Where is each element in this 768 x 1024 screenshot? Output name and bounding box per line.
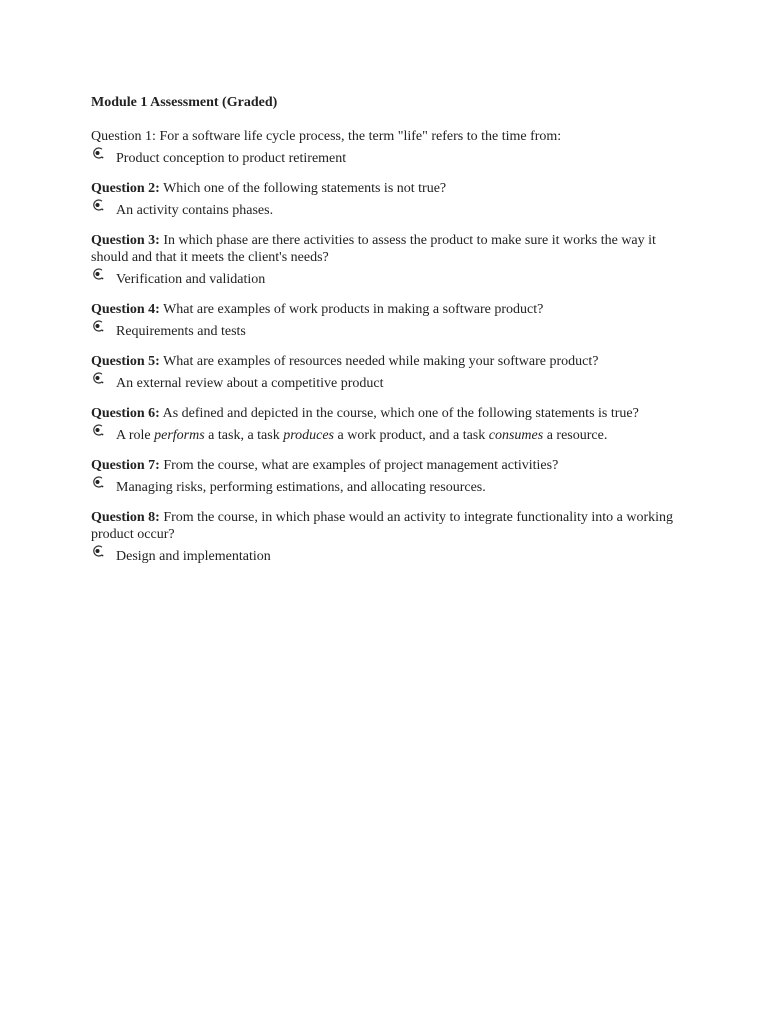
answer-option[interactable]	[91, 198, 681, 218]
question-label: Question 1:	[91, 129, 156, 144]
radio-selected-icon[interactable]	[91, 267, 105, 281]
question-text: As defined and depicted in the course, which one of the following statements is true?	[162, 406, 639, 421]
question-text: For a software life cycle process, the term "life" refers to the time from:	[159, 129, 562, 144]
answer-text: Managing risks, performing estimations, and allocating resources.	[116, 480, 486, 495]
question-6	[91, 405, 681, 443]
answer-option[interactable]	[91, 146, 681, 166]
question-text: From the course, in which phase would an activity to integrate functionality into a working product occur?	[91, 510, 674, 542]
question-label: Question 8:	[91, 510, 160, 525]
radio-selected-icon[interactable]	[91, 198, 105, 212]
radio-selected-icon[interactable]	[91, 475, 105, 489]
answer-text: Design and implementation	[116, 549, 271, 564]
question-7	[91, 457, 681, 495]
document-title: Module 1 Assessment (Graded)	[91, 95, 278, 110]
question-text: Which one of the following statements is not true?	[163, 181, 447, 196]
answer-option[interactable]	[91, 544, 681, 564]
question-label: Question 2:	[91, 181, 160, 196]
question-label: Question 7:	[91, 458, 160, 473]
answer-text: Verification and validation	[116, 272, 266, 287]
answer-text: An external review about a competitive product	[116, 376, 384, 391]
question-label: Question 4:	[91, 302, 160, 317]
question-label: Question 5:	[91, 354, 160, 369]
question-4	[91, 301, 681, 339]
question-text: In which phase are there activities to assess the product to make sure it works the way it should and that it meets the client's needs?	[91, 233, 656, 265]
answer-option[interactable]	[91, 267, 681, 287]
radio-selected-icon[interactable]	[91, 146, 105, 160]
radio-selected-icon[interactable]	[91, 319, 105, 333]
answer-text: A role performs a task, a task produces a work product, and a task consumes a resource.	[116, 428, 608, 443]
answer-option[interactable]	[91, 423, 681, 443]
question-3	[91, 232, 681, 287]
radio-selected-icon[interactable]	[91, 423, 105, 437]
question-5	[91, 353, 681, 391]
question-text: What are examples of resources needed while making your software product?	[163, 354, 599, 369]
answer-text: Requirements and tests	[116, 324, 246, 339]
assessment-document	[91, 94, 681, 578]
question-text: From the course, what are examples of project management activities?	[163, 458, 559, 473]
question-1	[91, 128, 681, 166]
question-text: What are examples of work products in making a software product?	[163, 302, 544, 317]
question-8	[91, 509, 681, 564]
radio-selected-icon[interactable]	[91, 371, 105, 385]
answer-text: An activity contains phases.	[116, 203, 274, 218]
question-2	[91, 180, 681, 218]
answer-option[interactable]	[91, 475, 681, 495]
answer-option[interactable]	[91, 319, 681, 339]
radio-selected-icon[interactable]	[91, 544, 105, 558]
question-label: Question 6:	[91, 406, 160, 421]
question-label: Question 3:	[91, 233, 160, 248]
answer-option[interactable]	[91, 371, 681, 391]
answer-text: Product conception to product retirement	[116, 151, 347, 166]
